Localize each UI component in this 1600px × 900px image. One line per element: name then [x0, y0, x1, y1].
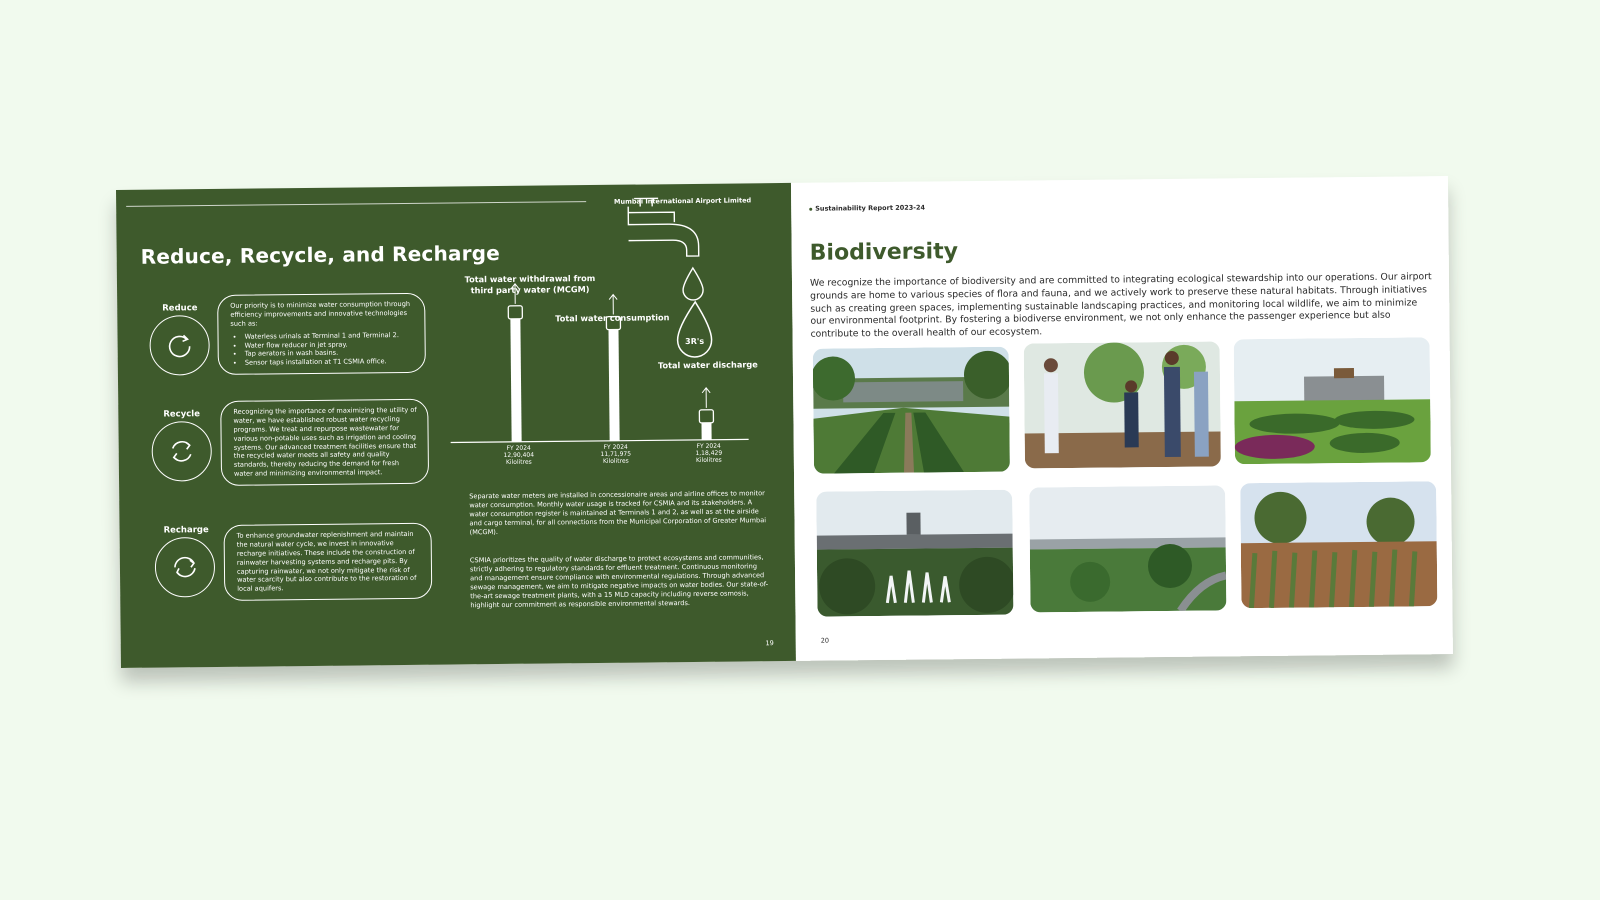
chart-category-withdrawal: Total water withdrawal from third party water (MCGM) [464, 272, 596, 296]
bar-arrow-icon [702, 388, 710, 408]
bar-arrow-icon [609, 295, 617, 315]
organization-name: Mumbai International Airport Limited [613, 196, 752, 206]
report-header-text: Sustainability Report 2023-24 [815, 203, 926, 213]
bar-label-discharge [679, 442, 739, 464]
report-spread [116, 176, 1453, 668]
photo-tree-planting [1024, 341, 1221, 468]
left-page [116, 183, 796, 668]
water-discharge-paragraph: CSMIA prioritizes the quality of water discharge to protect ecosystems and communities, strictly adhering to regulatory standards for effluent treatment. Continuous monitoring and management ensure compliance with environmental regulations. Through advanced sewage management, we aim to mitigate negative impacts on water bodies. Our state-of-the-art sewage treatment plants, with a 15 MLD capacity including reverse osmosis, highlight our commitment as responsible environmental stewards. [469, 553, 769, 610]
faucet-icon [628, 198, 699, 257]
three-rs-drop-icon [677, 302, 712, 357]
bar-cap-drop-icon [699, 410, 713, 423]
bar-withdrawal [510, 314, 521, 442]
recharge-icon [170, 552, 200, 582]
bar-consumption [608, 324, 619, 440]
biodiversity-paragraph: We recognize the importance of biodiversity and are committed to integrating ecological stewardship into our operations. Our airport grounds are home to various species of flora and fauna, and we actively work to preserve these natural habitats. Through initiatives such as creating green spaces, implementing sustainable landscaping practices, and monitoring local wildlife, we aim to minimize our environmental footprint. By fostering a biodiverse environment, we not only enhance the passenger experience but also contribute to the overall health of our ecosystem. [809, 271, 1432, 341]
recycle-circle [151, 421, 212, 482]
right-page-number: 20 [820, 636, 830, 645]
reduce-bullet: • Sensor taps installation at T1 CSMIA office. [245, 357, 415, 368]
bar-value: 11,71,975 [600, 450, 632, 459]
photo-palace-garden [1234, 337, 1431, 464]
reduce-bullet: • Waterless urinals at Terminal 1 and Terminal 2. [244, 331, 414, 342]
left-page-title: Reduce, Recycle, and Recharge [140, 240, 501, 269]
recycle-icon [167, 436, 197, 466]
recharge-circle [155, 537, 216, 598]
recharge-text: To enhance groundwater replenishment and maintain the natural water cycle, we invest in innovative recharge initiatives. These include the construction of rainwater harvesting systems and recharge pits. By capturing rainwater, we not only mitigate the risk of water scarcity but also contribute to the restoration of local aquifers. [236, 529, 417, 594]
bar-unit: Kilolitres [505, 459, 532, 467]
report-header [809, 204, 925, 213]
bar-label-consumption [586, 443, 646, 465]
right-page [791, 176, 1453, 661]
bar-period: FY 2024 [603, 443, 628, 451]
reduce-circle [149, 315, 210, 376]
three-rs-badge: 3R's [685, 336, 705, 347]
bar-unit: Kilolitres [695, 457, 722, 465]
reduce-bullet: • Water flow reducer in jet spray. [245, 339, 415, 350]
reduce-icon [164, 330, 194, 360]
header-dot [809, 207, 812, 210]
reduce-text-box [217, 293, 426, 375]
reduce-bullet-list [230, 331, 414, 368]
reduce-bullet: • Tap aerators in wash basins. [245, 348, 415, 359]
reduce-label: Reduce [162, 303, 198, 314]
bar-period: FY 2024 [696, 442, 721, 450]
reduce-text: Our priority is to minimize water consumption through efficiency improvements and innovative technologies such as: [230, 299, 411, 328]
bar-unit: Kilolitres [602, 458, 629, 466]
left-page-number: 19 [765, 639, 774, 648]
photo-fountain [816, 490, 1013, 617]
bar-cap-drop-icon [508, 306, 522, 319]
recharge-text-box [224, 523, 433, 601]
bar-label-withdrawal [489, 444, 549, 466]
bar-value: 12,90,404 [503, 451, 535, 460]
chart-category-discharge: Total water discharge [657, 359, 758, 371]
bar-period: FY 2024 [506, 444, 531, 452]
photo-plantation [1240, 481, 1437, 608]
water-meter-paragraph: Separate water meters are installed in concessionaire areas and airline offices to monitor water consumption. Monthly water usage is tracked for CSMIA and its stakeholders. A water consumption register is maintained at Terminals 1 and 2, as well as at the airside and cargo terminal, for all connections from the Municipal Corporation of Greater Mumbai (MCGM). [469, 489, 767, 537]
biodiversity-title: Biodiversity [809, 239, 959, 266]
water-drop-icon [683, 268, 703, 300]
photo-flyover-garden [1029, 485, 1226, 612]
recycle-label: Recycle [163, 409, 201, 420]
recycle-text-box [220, 399, 429, 486]
photo-hedge-garden [813, 347, 1010, 474]
recharge-label: Recharge [163, 525, 209, 536]
recycle-text: Recognizing the importance of maximizing the utility of water, we have established robust water recycling programs. We treat and repurpose wastewater for various non-potable uses such as irrigation and cooling systems. Our advanced treatment facilities ensure that the recycled water meets all safety and quality standards, thereby reducing the demand for fresh water and minimizing environmental impact. [233, 405, 417, 479]
chart-category-consumption: Total water consumption [555, 312, 670, 324]
bar-value: 1,18,429 [695, 449, 723, 458]
